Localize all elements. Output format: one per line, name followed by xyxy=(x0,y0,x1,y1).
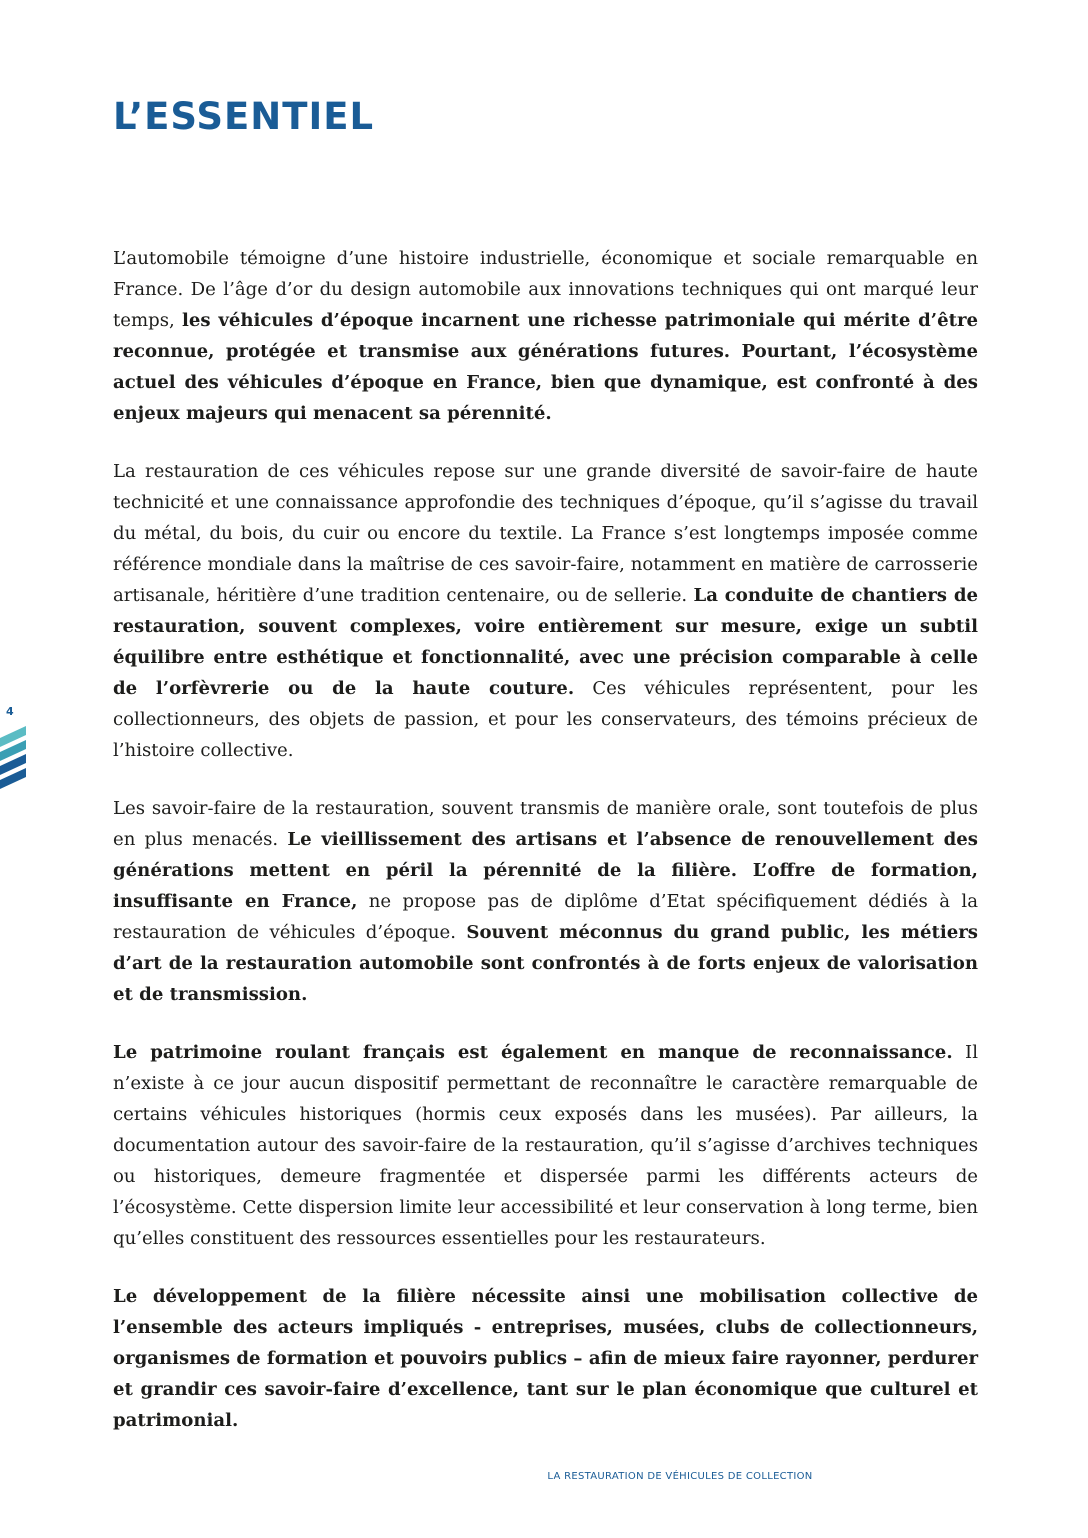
bold-text-run: Souvent méconnus du grand public, les métiers d’art de la restauration automobile sont confrontés à de forts enjeux de valorisation et de transmission. xyxy=(113,922,978,1005)
body-text xyxy=(113,243,978,1463)
text-run: L’automobile témoigne d’une histoire industrielle, économique et sociale remarquable en France. De l’âge d’or du design automobile aux innovations techniques qui ont marqué leur temps, xyxy=(113,248,978,331)
paragraph xyxy=(113,456,978,766)
bold-text-run: les véhicules d’époque incarnent une richesse patrimoniale qui mérite d’être reconnue, protégée et transmise aux générations futures. Pourtant, l’écosystème actuel des véhicules d’époque en France, bien que dynamique, est confronté à des enjeux majeurs qui menacent sa pérennité. xyxy=(113,310,978,424)
text-run: Les savoir-faire de la restauration, souvent transmis de manière orale, sont toutefois de plus en plus menacés. xyxy=(113,798,978,850)
text-run: La restauration de ces véhicules repose sur une grande diversité de savoir-faire de haute technicité et une connaissance approfondie des techniques d’époque, qu’il s’agisse du travail du métal, du bois, du cuir ou encore du textile. La France s’est longtemps imposée comme référence mondiale dans la maîtrise de ces savoir-faire, notamment en matière de carrosserie artisanale, héritière d’une tradition centenaire, ou de sellerie. xyxy=(113,461,978,606)
text-run: Il n’existe à ce jour aucun dispositif permettant de reconnaître le caractère remarquable de certains véhicules historiques (hormis ceux exposés dans les musées). Par ailleurs, la documentation autour des savoir-faire de la restauration, qu’il s’agisse d’archives techniques ou historiques, demeure fragmentée et dispersée parmi les différents acteurs de l’écosystème. Cette dispersion limite leur accessibilité et leur conservation à long terme, bien qu’elles constituent des ressources essentielles pour les restaurateurs. xyxy=(113,1042,978,1249)
text-run: ne propose pas de diplôme d’Etat spécifiquement dédiés à la restauration de véhicules d’époque. xyxy=(113,891,978,943)
paragraph xyxy=(113,243,978,429)
paragraph xyxy=(113,793,978,1010)
page-title: L’ESSENTIEL xyxy=(113,95,375,138)
bold-text-run: Le développement de la filière nécessite ainsi une mobilisation collective de l’ensemble des acteurs impliqués - entreprises, musées, clubs de collectionneurs, organismes de formation et pouvoirs publics – afin de mieux faire rayonner, perdurer et grandir ces savoir-faire d’excellence, tant sur le plan économique que culturel et patrimonial. xyxy=(113,1286,978,1431)
paragraph xyxy=(113,1281,978,1436)
page-number: 4 xyxy=(6,705,14,718)
stripes-chevron-icon xyxy=(0,726,28,794)
paragraph xyxy=(113,1037,978,1254)
bold-text-run: Le vieillissement des artisans et l’absence de renouvellement des générations mettent en péril la pérennité de la filière. L’offre de formation, insuffisante en France, xyxy=(113,829,978,912)
footer-title: LA RESTAURATION DE VÉHICULES DE COLLECTION xyxy=(547,1471,813,1482)
text-run: Ces véhicules représentent, pour les collectionneurs, des objets de passion, et pour les conservateurs, des témoins précieux de l’histoire collective. xyxy=(113,678,978,761)
bold-text-run: Le patrimoine roulant français est également en manque de reconnaissance. xyxy=(113,1042,953,1063)
bold-text-run: La conduite de chantiers de restauration, souvent complexes, voire entièrement sur mesure, exige un subtil équilibre entre esthétique et fonctionnalité, avec une précision comparable à celle de l’orfèvrerie ou de la haute couture. xyxy=(113,585,978,699)
